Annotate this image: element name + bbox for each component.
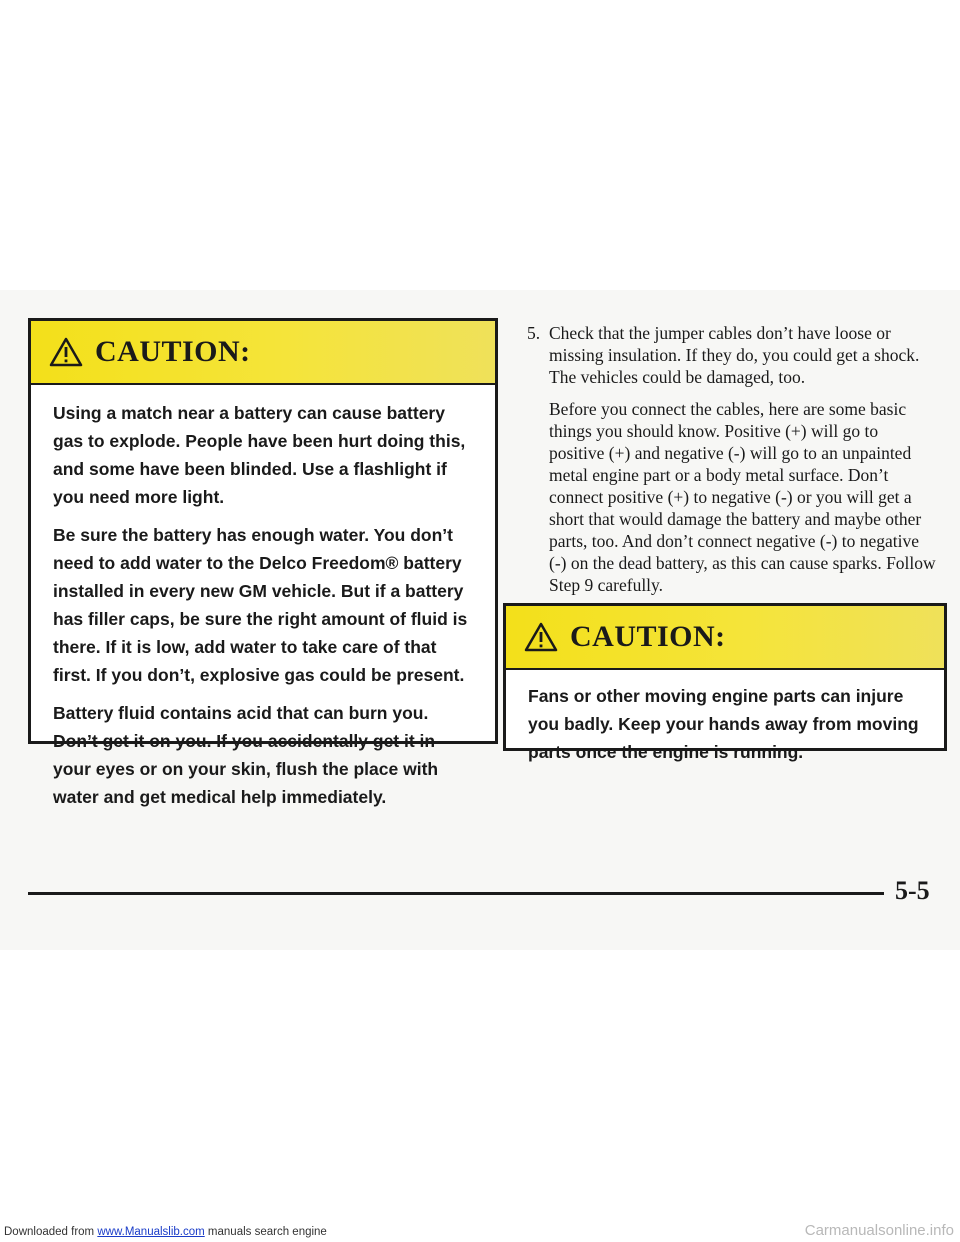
warning-triangle-icon [49, 337, 83, 367]
caution-paragraph: Be sure the battery has enough water. You don’t need to add water to the Delco Freedom® battery installed in every new GM vehicle. But if a battery has filler caps, be sure the right amount of fluid is there. If it is low, add water to take care of that first. If you don’t, explosive gas could be present. [53, 525, 468, 685]
caution-paragraph: Using a match near a battery can cause battery gas to explode. People have been hurt doing this, and some have been blinded. Use a flashlight if you need more light. [53, 403, 466, 507]
caution-body [506, 670, 944, 786]
watermark: Carmanualsonline.info [804, 1222, 954, 1239]
step-5 [527, 322, 937, 606]
caution-box-fans [503, 603, 947, 762]
caution-paragraph: Fans or other moving engine parts can injure you badly. Keep your hands away from moving parts once the engine is running. [528, 686, 919, 762]
footer-prefix: Downloaded from [4, 1226, 95, 1238]
step-number: 5. [527, 323, 541, 343]
step-paragraph: Check that the jumper cables don’t have loose or missing insulation. If they do, you could get a shock. The vehicles could be damaged, too. [549, 323, 920, 387]
footer-suffix: manuals search engine [207, 1226, 327, 1238]
step-paragraph: Before you connect the cables, here are some basic things you should know. Positive (+) will go to positive (+) and negative (-) will go to an unpainted metal engine part or a body metal surface. Don’t connect positive (+) to negative (-) or you will get a short that would damage the battery and maybe other parts, too. And don’t connect negative (-) to negative (-) on the dead battery, as this can cause sparks. Follow Step 9 carefully. [549, 399, 936, 595]
step-text [549, 322, 937, 606]
download-footer [4, 1226, 327, 1238]
page-number: 5-5 [895, 876, 930, 905]
caution-paragraph: Battery fluid contains acid that can burn you. Don’t get it on you. If you accidentally get it in your eyes or on your skin, flush the place with water and get medical help immediately. [53, 703, 439, 807]
manualslib-link[interactable]: www.Manualslib.com [97, 1226, 205, 1238]
caution-header [506, 606, 944, 670]
caution-box-battery [28, 318, 498, 807]
footer-rule [28, 892, 884, 895]
caution-title: CAUTION: [570, 620, 726, 653]
warning-triangle-icon [524, 622, 558, 652]
caution-header [31, 321, 495, 385]
caution-title: CAUTION: [95, 335, 251, 368]
caution-body [31, 385, 495, 831]
